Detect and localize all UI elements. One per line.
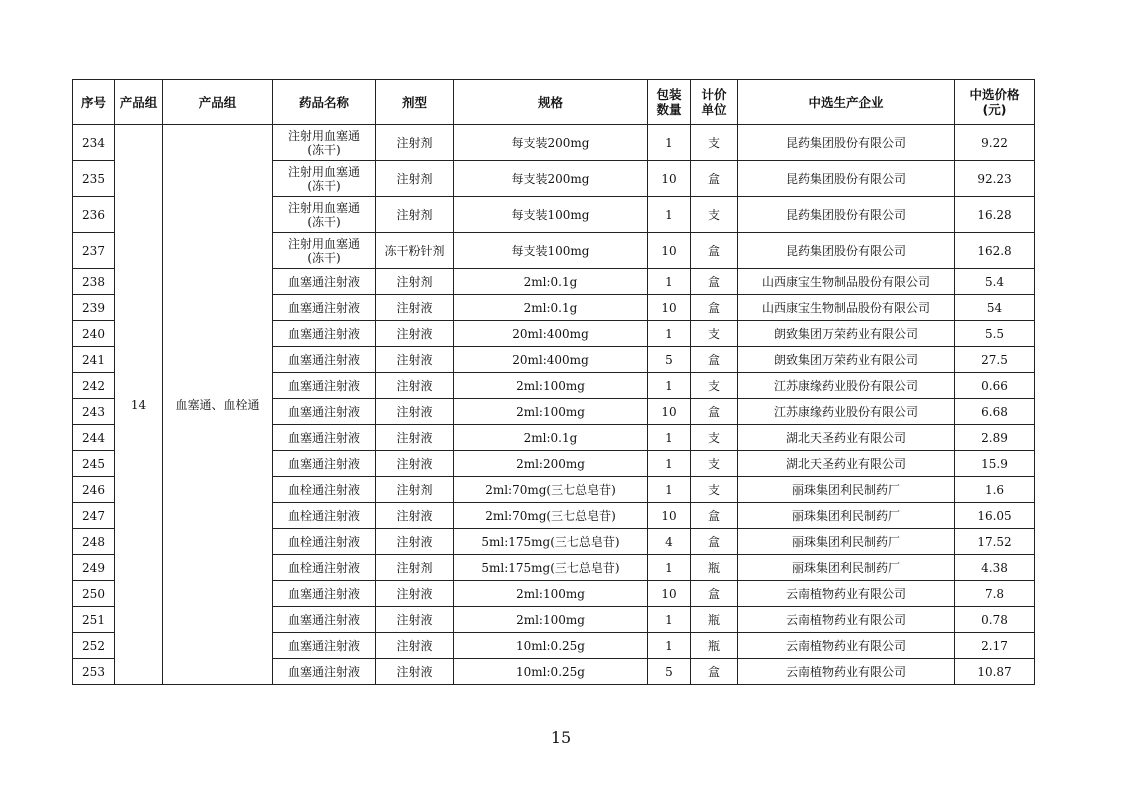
cell-no: 243 bbox=[73, 399, 115, 425]
cell-company: 丽珠集团利民制药厂 bbox=[738, 529, 955, 555]
cell-dosage-form: 注射液 bbox=[376, 373, 454, 399]
header-cell: 剂型 bbox=[376, 80, 454, 125]
cell-pack-qty: 10 bbox=[648, 581, 691, 607]
cell-pack-qty: 5 bbox=[648, 347, 691, 373]
header-cell: 产品组 bbox=[115, 80, 163, 125]
cell-company: 昆药集团股份有限公司 bbox=[738, 125, 955, 161]
cell-dosage-form: 注射液 bbox=[376, 347, 454, 373]
cell-price: 0.66 bbox=[955, 373, 1035, 399]
cell-no: 250 bbox=[73, 581, 115, 607]
cell-dosage-form: 注射液 bbox=[376, 295, 454, 321]
cell-dosage-form: 注射液 bbox=[376, 607, 454, 633]
cell-dosage-form: 注射液 bbox=[376, 659, 454, 685]
cell-no: 234 bbox=[73, 125, 115, 161]
cell-unit: 盒 bbox=[691, 233, 738, 269]
cell-unit: 盒 bbox=[691, 581, 738, 607]
cell-price: 4.38 bbox=[955, 555, 1035, 581]
cell-price: 16.05 bbox=[955, 503, 1035, 529]
cell-no: 253 bbox=[73, 659, 115, 685]
cell-company: 昆药集团股份有限公司 bbox=[738, 233, 955, 269]
cell-drug-name: 血塞通注射液 bbox=[273, 347, 376, 373]
cell-price: 9.22 bbox=[955, 125, 1035, 161]
cell-dosage-form: 注射剂 bbox=[376, 477, 454, 503]
cell-drug-name: 注射用血塞通 (冻干) bbox=[273, 197, 376, 233]
cell-pack-qty: 10 bbox=[648, 161, 691, 197]
cell-unit: 支 bbox=[691, 125, 738, 161]
cell-price: 1.6 bbox=[955, 477, 1035, 503]
cell-drug-name: 血塞通注射液 bbox=[273, 321, 376, 347]
cell-pack-qty: 10 bbox=[648, 295, 691, 321]
table-header-row bbox=[73, 80, 1035, 125]
cell-unit: 瓶 bbox=[691, 607, 738, 633]
cell-unit: 瓶 bbox=[691, 555, 738, 581]
cell-spec: 2ml:100mg bbox=[454, 399, 648, 425]
cell-spec: 每支装200mg bbox=[454, 161, 648, 197]
cell-company: 江苏康缘药业股份有限公司 bbox=[738, 399, 955, 425]
cell-company: 丽珠集团利民制药厂 bbox=[738, 477, 955, 503]
cell-pack-qty: 5 bbox=[648, 659, 691, 685]
cell-price: 10.87 bbox=[955, 659, 1035, 685]
cell-dosage-form: 注射液 bbox=[376, 503, 454, 529]
cell-spec: 5ml:175mg(三七总皂苷) bbox=[454, 529, 648, 555]
cell-pack-qty: 1 bbox=[648, 607, 691, 633]
cell-price: 5.4 bbox=[955, 269, 1035, 295]
cell-company: 山西康宝生物制品股份有限公司 bbox=[738, 269, 955, 295]
cell-drug-name: 注射用血塞通 (冻干) bbox=[273, 125, 376, 161]
cell-unit: 盒 bbox=[691, 399, 738, 425]
cell-drug-name: 血栓通注射液 bbox=[273, 477, 376, 503]
cell-unit: 盒 bbox=[691, 295, 738, 321]
cell-no: 237 bbox=[73, 233, 115, 269]
cell-unit: 支 bbox=[691, 425, 738, 451]
cell-drug-name: 血塞通注射液 bbox=[273, 607, 376, 633]
cell-drug-name: 血塞通注射液 bbox=[273, 295, 376, 321]
cell-drug-name: 血栓通注射液 bbox=[273, 555, 376, 581]
cell-no: 248 bbox=[73, 529, 115, 555]
cell-no: 249 bbox=[73, 555, 115, 581]
cell-no: 252 bbox=[73, 633, 115, 659]
cell-spec: 2ml:0.1g bbox=[454, 295, 648, 321]
cell-no: 235 bbox=[73, 161, 115, 197]
cell-spec: 2ml:70mg(三七总皂苷) bbox=[454, 477, 648, 503]
cell-no: 242 bbox=[73, 373, 115, 399]
cell-drug-name: 血塞通注射液 bbox=[273, 581, 376, 607]
cell-company: 云南植物药业有限公司 bbox=[738, 659, 955, 685]
cell-no: 241 bbox=[73, 347, 115, 373]
cell-no: 239 bbox=[73, 295, 115, 321]
cell-price: 162.8 bbox=[955, 233, 1035, 269]
cell-no: 246 bbox=[73, 477, 115, 503]
cell-drug-name: 血塞通注射液 bbox=[273, 373, 376, 399]
cell-drug-name: 血塞通注射液 bbox=[273, 269, 376, 295]
cell-pack-qty: 1 bbox=[648, 125, 691, 161]
cell-company: 江苏康缘药业股份有限公司 bbox=[738, 373, 955, 399]
cell-group-name: 血塞通、血栓通 bbox=[163, 125, 273, 685]
cell-company: 云南植物药业有限公司 bbox=[738, 581, 955, 607]
cell-no: 245 bbox=[73, 451, 115, 477]
cell-dosage-form: 冻干粉针剂 bbox=[376, 233, 454, 269]
header-cell: 包装 数量 bbox=[648, 80, 691, 125]
cell-group-code: 14 bbox=[115, 125, 163, 685]
cell-drug-name: 血塞通注射液 bbox=[273, 659, 376, 685]
cell-spec: 2ml:200mg bbox=[454, 451, 648, 477]
cell-no: 247 bbox=[73, 503, 115, 529]
cell-drug-name: 血塞通注射液 bbox=[273, 399, 376, 425]
cell-price: 16.28 bbox=[955, 197, 1035, 233]
cell-company: 丽珠集团利民制药厂 bbox=[738, 555, 955, 581]
header-cell: 产品组 bbox=[163, 80, 273, 125]
header-cell: 药品名称 bbox=[273, 80, 376, 125]
cell-price: 2.17 bbox=[955, 633, 1035, 659]
cell-price: 54 bbox=[955, 295, 1035, 321]
cell-dosage-form: 注射剂 bbox=[376, 555, 454, 581]
cell-spec: 10ml:0.25g bbox=[454, 633, 648, 659]
cell-no: 236 bbox=[73, 197, 115, 233]
cell-no: 251 bbox=[73, 607, 115, 633]
cell-dosage-form: 注射液 bbox=[376, 425, 454, 451]
cell-unit: 瓶 bbox=[691, 633, 738, 659]
cell-drug-name: 注射用血塞通 (冻干) bbox=[273, 161, 376, 197]
cell-company: 昆药集团股份有限公司 bbox=[738, 197, 955, 233]
drug-price-table bbox=[72, 79, 1035, 685]
cell-unit: 盒 bbox=[691, 659, 738, 685]
cell-drug-name: 血栓通注射液 bbox=[273, 503, 376, 529]
cell-unit: 支 bbox=[691, 321, 738, 347]
cell-no: 244 bbox=[73, 425, 115, 451]
header-cell: 序号 bbox=[73, 80, 115, 125]
cell-pack-qty: 1 bbox=[648, 269, 691, 295]
cell-pack-qty: 10 bbox=[648, 233, 691, 269]
cell-unit: 盒 bbox=[691, 161, 738, 197]
cell-pack-qty: 1 bbox=[648, 633, 691, 659]
cell-pack-qty: 10 bbox=[648, 399, 691, 425]
cell-pack-qty: 4 bbox=[648, 529, 691, 555]
header-cell: 规格 bbox=[454, 80, 648, 125]
cell-no: 240 bbox=[73, 321, 115, 347]
cell-spec: 10ml:0.25g bbox=[454, 659, 648, 685]
page-number: 15 bbox=[550, 728, 572, 747]
cell-price: 92.23 bbox=[955, 161, 1035, 197]
cell-dosage-form: 注射液 bbox=[376, 399, 454, 425]
cell-drug-name: 血栓通注射液 bbox=[273, 529, 376, 555]
cell-pack-qty: 1 bbox=[648, 373, 691, 399]
cell-pack-qty: 1 bbox=[648, 197, 691, 233]
cell-unit: 盒 bbox=[691, 529, 738, 555]
cell-pack-qty: 1 bbox=[648, 321, 691, 347]
cell-dosage-form: 注射剂 bbox=[376, 269, 454, 295]
cell-pack-qty: 1 bbox=[648, 555, 691, 581]
cell-spec: 每支装100mg bbox=[454, 197, 648, 233]
cell-company: 昆药集团股份有限公司 bbox=[738, 161, 955, 197]
cell-price: 27.5 bbox=[955, 347, 1035, 373]
cell-unit: 支 bbox=[691, 451, 738, 477]
cell-spec: 2ml:0.1g bbox=[454, 269, 648, 295]
cell-spec: 5ml:175mg(三七总皂苷) bbox=[454, 555, 648, 581]
cell-company: 朗致集团万荣药业有限公司 bbox=[738, 347, 955, 373]
cell-spec: 2ml:100mg bbox=[454, 581, 648, 607]
cell-company: 湖北天圣药业有限公司 bbox=[738, 425, 955, 451]
cell-unit: 盒 bbox=[691, 347, 738, 373]
cell-price: 0.78 bbox=[955, 607, 1035, 633]
cell-drug-name: 血塞通注射液 bbox=[273, 451, 376, 477]
cell-company: 山西康宝生物制品股份有限公司 bbox=[738, 295, 955, 321]
header-cell: 中选生产企业 bbox=[738, 80, 955, 125]
cell-spec: 20ml:400mg bbox=[454, 347, 648, 373]
cell-dosage-form: 注射液 bbox=[376, 633, 454, 659]
header-cell: 计价 单位 bbox=[691, 80, 738, 125]
table-row bbox=[73, 125, 1035, 161]
header-cell: 中选价格 (元) bbox=[955, 80, 1035, 125]
cell-price: 5.5 bbox=[955, 321, 1035, 347]
cell-drug-name: 血塞通注射液 bbox=[273, 425, 376, 451]
cell-unit: 盒 bbox=[691, 269, 738, 295]
cell-pack-qty: 10 bbox=[648, 503, 691, 529]
cell-company: 朗致集团万荣药业有限公司 bbox=[738, 321, 955, 347]
cell-company: 云南植物药业有限公司 bbox=[738, 607, 955, 633]
cell-company: 丽珠集团利民制药厂 bbox=[738, 503, 955, 529]
cell-dosage-form: 注射剂 bbox=[376, 125, 454, 161]
cell-spec: 每支装200mg bbox=[454, 125, 648, 161]
cell-unit: 支 bbox=[691, 197, 738, 233]
cell-company: 云南植物药业有限公司 bbox=[738, 633, 955, 659]
cell-dosage-form: 注射液 bbox=[376, 581, 454, 607]
cell-pack-qty: 1 bbox=[648, 425, 691, 451]
cell-price: 17.52 bbox=[955, 529, 1035, 555]
cell-spec: 2ml:100mg bbox=[454, 607, 648, 633]
cell-price: 15.9 bbox=[955, 451, 1035, 477]
cell-drug-name: 注射用血塞通 (冻干) bbox=[273, 233, 376, 269]
cell-drug-name: 血塞通注射液 bbox=[273, 633, 376, 659]
cell-pack-qty: 1 bbox=[648, 451, 691, 477]
cell-dosage-form: 注射剂 bbox=[376, 161, 454, 197]
cell-dosage-form: 注射液 bbox=[376, 321, 454, 347]
cell-company: 湖北天圣药业有限公司 bbox=[738, 451, 955, 477]
cell-dosage-form: 注射液 bbox=[376, 529, 454, 555]
cell-spec: 2ml:70mg(三七总皂苷) bbox=[454, 503, 648, 529]
cell-spec: 每支装100mg bbox=[454, 233, 648, 269]
cell-dosage-form: 注射液 bbox=[376, 451, 454, 477]
cell-unit: 支 bbox=[691, 373, 738, 399]
cell-spec: 2ml:100mg bbox=[454, 373, 648, 399]
cell-spec: 2ml:0.1g bbox=[454, 425, 648, 451]
cell-price: 2.89 bbox=[955, 425, 1035, 451]
cell-unit: 盒 bbox=[691, 503, 738, 529]
cell-no: 238 bbox=[73, 269, 115, 295]
cell-spec: 20ml:400mg bbox=[454, 321, 648, 347]
cell-unit: 支 bbox=[691, 477, 738, 503]
cell-pack-qty: 1 bbox=[648, 477, 691, 503]
cell-dosage-form: 注射剂 bbox=[376, 197, 454, 233]
cell-price: 7.8 bbox=[955, 581, 1035, 607]
cell-price: 6.68 bbox=[955, 399, 1035, 425]
